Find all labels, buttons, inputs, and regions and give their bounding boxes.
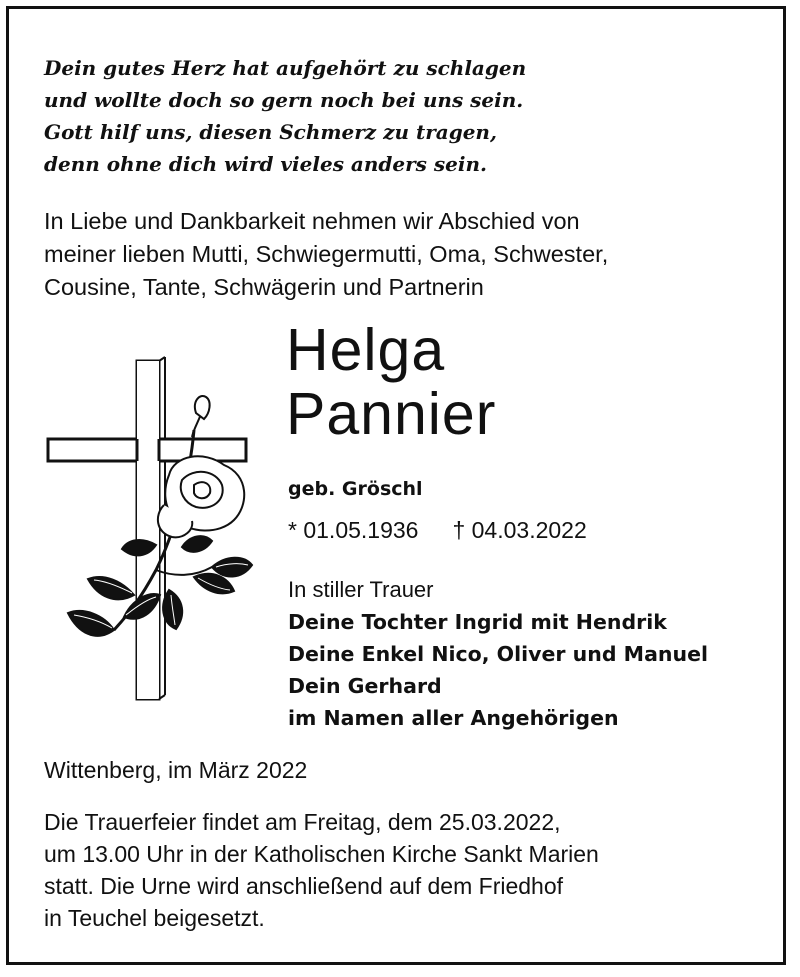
mourner-line: Deine Enkel Nico, Oliver und Manuel [288,642,709,666]
ceremony-line: statt. Die Urne wird anschließend auf dem Friedhof [44,873,564,899]
place-date: Wittenberg, im März 2022 [44,757,308,783]
intro-line: meiner lieben Mutti, Schwiegermutti, Oma, Schwester, [44,241,609,267]
mourner-line: Deine Tochter Ingrid mit Hendrik [288,610,667,634]
poem [44,52,664,180]
ceremony-line: in Teuchel beigesetzt. [44,905,265,931]
intro-text [44,205,744,304]
ceremony-line: um 13.00 Uhr in der Katholischen Kirche Sankt Marien [44,841,599,867]
life-dates [288,517,587,544]
mourners-block [288,574,708,734]
intro-line: In Liebe und Dankbarkeit nehmen wir Abschied von [44,208,580,234]
mourner-line: Dein Gerhard [288,674,442,698]
ceremony-line: Die Trauerfeier findet am Freitag, dem 25.03.2022, [44,809,561,835]
cross-with-rose-icon [44,355,254,705]
poem-line: Gott hilf uns, diesen Schmerz zu tragen, [44,120,497,144]
mourning-lead: In stiller Trauer [288,577,434,602]
poem-line: Dein gutes Herz hat aufgehört zu schlagen [44,56,527,80]
poem-line: denn ohne dich wird vieles anders sein. [44,152,487,176]
last-name: Pannier [286,381,497,447]
death-date: † 04.03.2022 [452,517,587,543]
intro-line: Cousine, Tante, Schwägerin und Partnerin [44,274,484,300]
birth-date: * 01.05.1936 [288,517,419,543]
first-name: Helga [286,317,446,383]
mourner-line: im Namen aller Angehörigen [288,706,619,730]
maiden-name: geb. Gröschl [288,478,423,500]
poem-line: und wollte doch so gern noch bei uns sein. [44,88,524,112]
ceremony-info [44,806,744,934]
deceased-name [286,318,496,446]
